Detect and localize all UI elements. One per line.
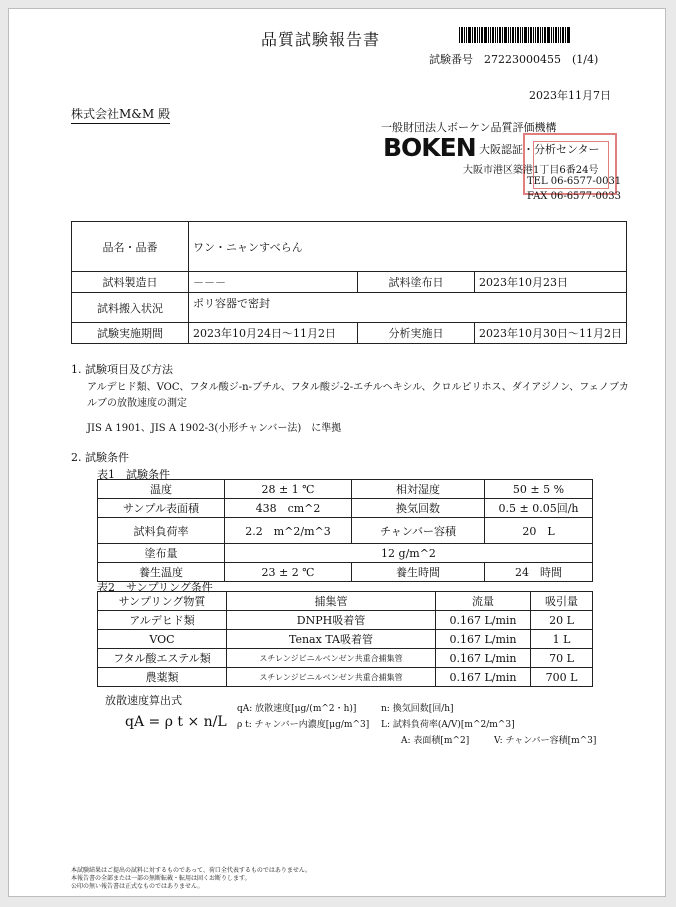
cell: VOC bbox=[98, 630, 227, 649]
cell: 相対湿度 bbox=[352, 480, 485, 499]
sample-info-table bbox=[71, 221, 627, 344]
formula-main: qA = ρ t × n/L bbox=[125, 714, 227, 730]
legend-v: V: チャンバー容積[m^3] bbox=[494, 736, 597, 746]
cell: 試料負荷率 bbox=[98, 518, 225, 544]
cell: 12 g/m^2 bbox=[225, 544, 593, 563]
footer-line: 公印の無い報告書は正式なものではありません。 bbox=[71, 883, 204, 890]
cell: Tenax TA吸着管 bbox=[227, 630, 436, 649]
table-row bbox=[98, 630, 593, 649]
cell: 温度 bbox=[98, 480, 225, 499]
legend-l: L: 試料負荷率(A/V)[m^2/m^3] bbox=[381, 720, 515, 730]
section1-text: アルデヒド類、VOC、フタル酸ジ-n-ブチル、フタル酸ジ-2-エチルヘキシル、クロルピリホス、ダイアジノン、フェノブカルブの放散速度の測定 bbox=[87, 382, 629, 409]
period-label: 試験実施期間 bbox=[72, 323, 189, 344]
sampling-conditions-table bbox=[97, 591, 593, 687]
legend-pt: ρ t: チャンバー内濃度[μg/m^3] bbox=[237, 720, 370, 730]
header-cell: 流量 bbox=[436, 592, 531, 611]
cell: 28 ± 1 ℃ bbox=[225, 480, 352, 499]
cell: スチレンジビニルベンゼン共重合捕集管 bbox=[227, 649, 436, 668]
report-title: 品質試験報告書 bbox=[261, 30, 381, 49]
cell: チャンバー容積 bbox=[352, 518, 485, 544]
section1-heading: 1. 試験項目及び方法 bbox=[71, 363, 173, 376]
name-label: 品名・品番 bbox=[72, 222, 189, 272]
issuer-tel: TEL 06-6577-0031 bbox=[527, 176, 622, 187]
cell: 塗布量 bbox=[98, 544, 225, 563]
table2-caption: 表2 サンプリング条件 bbox=[97, 581, 213, 594]
cell: 農薬類 bbox=[98, 668, 227, 687]
issuer-center: 大阪認証・分析センター bbox=[479, 143, 600, 156]
header-cell: 捕集管 bbox=[227, 592, 436, 611]
test-number: 試験番号 27223000455 (1/4) bbox=[429, 53, 599, 66]
apply-value: 2023年10月23日 bbox=[475, 272, 627, 293]
legend-a: A: 表面積[m^2] bbox=[401, 736, 470, 746]
cell: 24 時間 bbox=[485, 563, 593, 582]
analysis-value: 2023年10月30日～11月2日 bbox=[475, 323, 627, 344]
test-conditions-table bbox=[97, 479, 593, 582]
header-cell: サンプリング物質 bbox=[98, 592, 227, 611]
cell: 0.167 L/min bbox=[436, 668, 531, 687]
table-row bbox=[98, 649, 593, 668]
cell: 50 ± 5 % bbox=[485, 480, 593, 499]
issuer-org: 一般財団法人ボーケン品質評価機構 bbox=[381, 121, 557, 134]
cell: アルデヒド類 bbox=[98, 611, 227, 630]
cell: 養生時間 bbox=[352, 563, 485, 582]
name-value: ワン・ニャンすべらん bbox=[189, 222, 627, 272]
footer-line: 本報告書の全部または一部の無断転載・転用は固くお断りします。 bbox=[71, 875, 251, 882]
cell: 20 L bbox=[531, 611, 593, 630]
cell: 0.167 L/min bbox=[436, 649, 531, 668]
cell: 2.2 m^2/m^3 bbox=[225, 518, 352, 544]
cell: 1 L bbox=[531, 630, 593, 649]
formula-title: 放散速度算出式 bbox=[105, 694, 182, 707]
cell: 438 cm^2 bbox=[225, 499, 352, 518]
issuer-address: 大阪市港区築港1丁目6番24号 bbox=[463, 165, 599, 176]
mfg-value: －－－ bbox=[189, 272, 358, 293]
report-page bbox=[8, 8, 666, 897]
cell: スチレンジビニルベンゼン共重合捕集管 bbox=[227, 668, 436, 687]
cell: フタル酸エステル類 bbox=[98, 649, 227, 668]
section2-heading: 2. 試験条件 bbox=[71, 451, 129, 464]
cell: 700 L bbox=[531, 668, 593, 687]
boken-logo: BOKEN bbox=[383, 133, 476, 162]
apply-label: 試料塗布日 bbox=[358, 272, 475, 293]
cell: 養生温度 bbox=[98, 563, 225, 582]
table1-caption: 表1 試験条件 bbox=[97, 468, 170, 481]
cell: サンプル表面積 bbox=[98, 499, 225, 518]
status-label: 試料搬入状況 bbox=[72, 293, 189, 323]
barcode bbox=[459, 27, 629, 43]
header-cell: 吸引量 bbox=[531, 592, 593, 611]
table-row bbox=[98, 668, 593, 687]
footer-line: 本試験結果はご提出の試料に対するものであって、荷口全代表するものではありません。 bbox=[71, 867, 312, 874]
table-row bbox=[98, 611, 593, 630]
cell: 換気回数 bbox=[352, 499, 485, 518]
section1-standard: JIS A 1901、JIS A 1902-3(小形チャンバー法) に準拠 bbox=[87, 423, 342, 434]
cell: 70 L bbox=[531, 649, 593, 668]
analysis-label: 分析実施日 bbox=[358, 323, 475, 344]
legend-n: n: 換気回数[回/h] bbox=[381, 704, 454, 714]
cell: DNPH吸着管 bbox=[227, 611, 436, 630]
legend-qa: qA: 放散速度[μg/(m^2・h)] bbox=[237, 704, 357, 714]
cell: 23 ± 2 ℃ bbox=[225, 563, 352, 582]
period-value: 2023年10月24日～11月2日 bbox=[189, 323, 358, 344]
cell: 0.5 ± 0.05回/h bbox=[485, 499, 593, 518]
status-value: ポリ容器で密封 bbox=[189, 293, 627, 323]
cell: 0.167 L/min bbox=[436, 611, 531, 630]
mfg-label: 試料製造日 bbox=[72, 272, 189, 293]
client-name: 株式会社M&M 殿 bbox=[71, 105, 170, 124]
cell: 20 L bbox=[485, 518, 593, 544]
cell: 0.167 L/min bbox=[436, 630, 531, 649]
issuer-fax: FAX 06-6577-0033 bbox=[527, 191, 621, 202]
footer-notes bbox=[71, 867, 311, 891]
report-date: 2023年11月7日 bbox=[529, 89, 611, 102]
